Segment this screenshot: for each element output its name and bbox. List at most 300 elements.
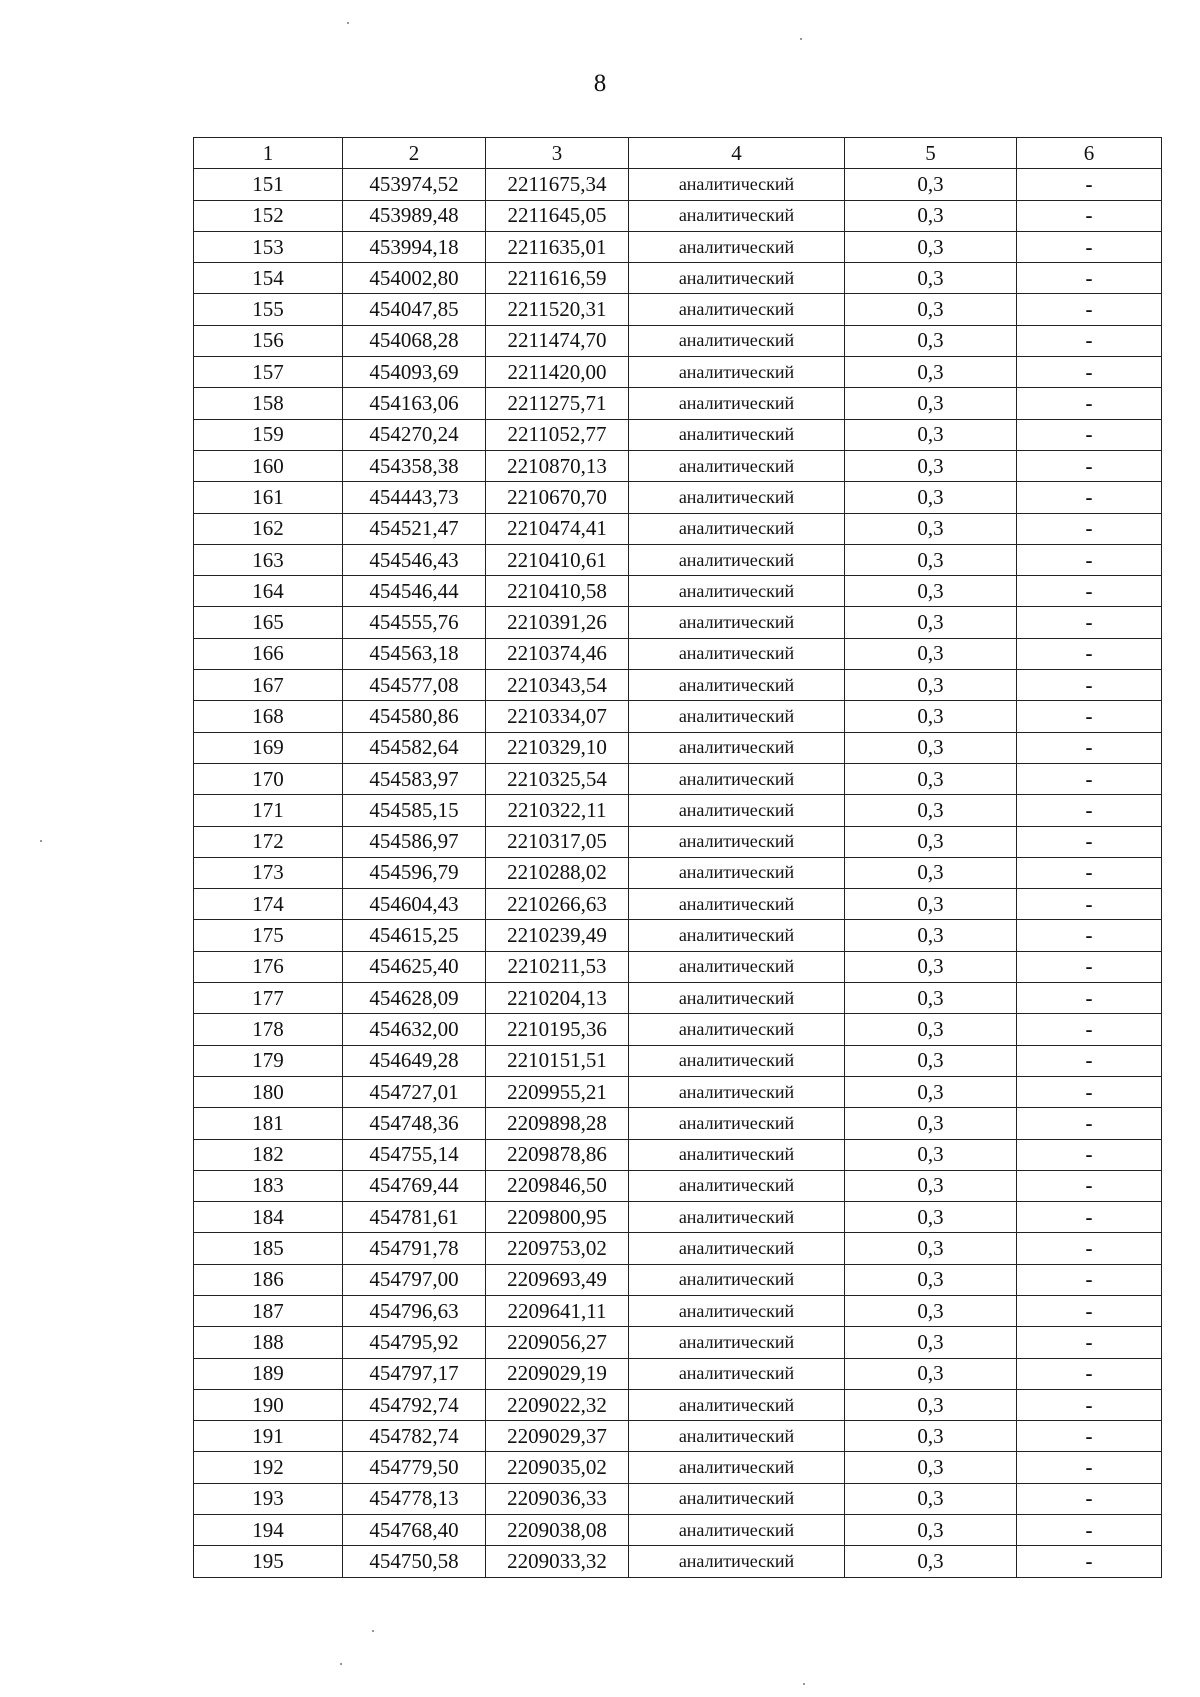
point-number-cell: 177 xyxy=(194,983,343,1014)
x-coordinate-cell: 453989,48 xyxy=(343,200,486,231)
table-row xyxy=(194,1045,1162,1076)
table-row xyxy=(194,357,1162,388)
note-cell: - xyxy=(1017,482,1162,513)
y-coordinate-cell: 2211635,01 xyxy=(486,231,629,262)
note-cell: - xyxy=(1017,983,1162,1014)
x-coordinate-cell: 453994,18 xyxy=(343,231,486,262)
y-coordinate-cell: 2211616,59 xyxy=(486,263,629,294)
accuracy-cell: 0,3 xyxy=(845,450,1017,481)
table-row xyxy=(194,638,1162,669)
accuracy-cell: 0,3 xyxy=(845,576,1017,607)
accuracy-cell: 0,3 xyxy=(845,1421,1017,1452)
accuracy-cell: 0,3 xyxy=(845,1483,1017,1514)
point-number-cell: 181 xyxy=(194,1108,343,1139)
x-coordinate-cell: 454649,28 xyxy=(343,1045,486,1076)
method-cell: аналитический xyxy=(629,231,845,262)
point-number-cell: 157 xyxy=(194,357,343,388)
point-number-cell: 191 xyxy=(194,1421,343,1452)
table-row xyxy=(194,513,1162,544)
accuracy-cell: 0,3 xyxy=(845,1546,1017,1577)
note-cell: - xyxy=(1017,889,1162,920)
note-cell: - xyxy=(1017,826,1162,857)
x-coordinate-cell: 454002,80 xyxy=(343,263,486,294)
point-number-cell: 158 xyxy=(194,388,343,419)
x-coordinate-cell: 454791,78 xyxy=(343,1233,486,1264)
note-cell: - xyxy=(1017,200,1162,231)
accuracy-cell: 0,3 xyxy=(845,1139,1017,1170)
y-coordinate-cell: 2210204,13 xyxy=(486,983,629,1014)
point-number-cell: 173 xyxy=(194,857,343,888)
method-cell: аналитический xyxy=(629,1045,845,1076)
scan-speck xyxy=(800,38,802,40)
x-coordinate-cell: 454580,86 xyxy=(343,701,486,732)
point-number-cell: 175 xyxy=(194,920,343,951)
method-cell: аналитический xyxy=(629,983,845,1014)
table-row xyxy=(194,732,1162,763)
note-cell: - xyxy=(1017,1327,1162,1358)
method-cell: аналитический xyxy=(629,1483,845,1514)
note-cell: - xyxy=(1017,1108,1162,1139)
table-row xyxy=(194,294,1162,325)
method-cell: аналитический xyxy=(629,325,845,356)
table-row xyxy=(194,263,1162,294)
y-coordinate-cell: 2211052,77 xyxy=(486,419,629,450)
table-row xyxy=(194,1515,1162,1546)
y-coordinate-cell: 2209033,32 xyxy=(486,1546,629,1577)
table-row xyxy=(194,983,1162,1014)
accuracy-cell: 0,3 xyxy=(845,763,1017,794)
y-coordinate-cell: 2210151,51 xyxy=(486,1045,629,1076)
table-row xyxy=(194,670,1162,701)
method-cell: аналитический xyxy=(629,826,845,857)
y-coordinate-cell: 2209036,33 xyxy=(486,1483,629,1514)
column-header-4: 4 xyxy=(629,138,845,169)
accuracy-cell: 0,3 xyxy=(845,983,1017,1014)
y-coordinate-cell: 2211645,05 xyxy=(486,200,629,231)
x-coordinate-cell: 454797,00 xyxy=(343,1264,486,1295)
accuracy-cell: 0,3 xyxy=(845,325,1017,356)
scan-speck xyxy=(340,1663,342,1665)
table-row xyxy=(194,169,1162,200)
y-coordinate-cell: 2211675,34 xyxy=(486,169,629,200)
y-coordinate-cell: 2210670,70 xyxy=(486,482,629,513)
x-coordinate-cell: 454779,50 xyxy=(343,1452,486,1483)
x-coordinate-cell: 454093,69 xyxy=(343,357,486,388)
point-number-cell: 159 xyxy=(194,419,343,450)
table-row xyxy=(194,1139,1162,1170)
scan-speck xyxy=(803,1683,805,1685)
accuracy-cell: 0,3 xyxy=(845,1202,1017,1233)
note-cell: - xyxy=(1017,231,1162,262)
method-cell: аналитический xyxy=(629,419,845,450)
method-cell: аналитический xyxy=(629,482,845,513)
x-coordinate-cell: 453974,52 xyxy=(343,169,486,200)
point-number-cell: 189 xyxy=(194,1358,343,1389)
y-coordinate-cell: 2209022,32 xyxy=(486,1389,629,1420)
y-coordinate-cell: 2211520,31 xyxy=(486,294,629,325)
method-cell: аналитический xyxy=(629,544,845,575)
method-cell: аналитический xyxy=(629,513,845,544)
y-coordinate-cell: 2210288,02 xyxy=(486,857,629,888)
y-coordinate-cell: 2210325,54 xyxy=(486,763,629,794)
y-coordinate-cell: 2209955,21 xyxy=(486,1076,629,1107)
note-cell: - xyxy=(1017,670,1162,701)
note-cell: - xyxy=(1017,1295,1162,1326)
accuracy-cell: 0,3 xyxy=(845,1452,1017,1483)
x-coordinate-cell: 454358,38 xyxy=(343,450,486,481)
table-row xyxy=(194,826,1162,857)
scan-speck xyxy=(40,840,42,842)
method-cell: аналитический xyxy=(629,1515,845,1546)
y-coordinate-cell: 2210474,41 xyxy=(486,513,629,544)
x-coordinate-cell: 454443,73 xyxy=(343,482,486,513)
column-header-2: 2 xyxy=(343,138,486,169)
point-number-cell: 172 xyxy=(194,826,343,857)
y-coordinate-cell: 2209898,28 xyxy=(486,1108,629,1139)
x-coordinate-cell: 454628,09 xyxy=(343,983,486,1014)
method-cell: аналитический xyxy=(629,1233,845,1264)
point-number-cell: 182 xyxy=(194,1139,343,1170)
x-coordinate-cell: 454755,14 xyxy=(343,1139,486,1170)
note-cell: - xyxy=(1017,857,1162,888)
x-coordinate-cell: 454797,17 xyxy=(343,1358,486,1389)
note-cell: - xyxy=(1017,763,1162,794)
accuracy-cell: 0,3 xyxy=(845,482,1017,513)
point-number-cell: 160 xyxy=(194,450,343,481)
x-coordinate-cell: 454727,01 xyxy=(343,1076,486,1107)
x-coordinate-cell: 454768,40 xyxy=(343,1515,486,1546)
accuracy-cell: 0,3 xyxy=(845,1327,1017,1358)
point-number-cell: 162 xyxy=(194,513,343,544)
accuracy-cell: 0,3 xyxy=(845,1076,1017,1107)
coordinates-table xyxy=(193,137,1162,1578)
note-cell: - xyxy=(1017,1389,1162,1420)
table-row xyxy=(194,419,1162,450)
accuracy-cell: 0,3 xyxy=(845,294,1017,325)
accuracy-cell: 0,3 xyxy=(845,857,1017,888)
point-number-cell: 166 xyxy=(194,638,343,669)
table-row xyxy=(194,576,1162,607)
x-coordinate-cell: 454546,44 xyxy=(343,576,486,607)
y-coordinate-cell: 2211275,71 xyxy=(486,388,629,419)
x-coordinate-cell: 454585,15 xyxy=(343,795,486,826)
method-cell: аналитический xyxy=(629,1139,845,1170)
point-number-cell: 188 xyxy=(194,1327,343,1358)
note-cell: - xyxy=(1017,576,1162,607)
note-cell: - xyxy=(1017,1358,1162,1389)
note-cell: - xyxy=(1017,1233,1162,1264)
y-coordinate-cell: 2210374,46 xyxy=(486,638,629,669)
table-row xyxy=(194,1108,1162,1139)
note-cell: - xyxy=(1017,607,1162,638)
x-coordinate-cell: 454792,74 xyxy=(343,1389,486,1420)
point-number-cell: 183 xyxy=(194,1170,343,1201)
point-number-cell: 171 xyxy=(194,795,343,826)
x-coordinate-cell: 454586,97 xyxy=(343,826,486,857)
point-number-cell: 184 xyxy=(194,1202,343,1233)
note-cell: - xyxy=(1017,513,1162,544)
table-row xyxy=(194,1452,1162,1483)
accuracy-cell: 0,3 xyxy=(845,1515,1017,1546)
accuracy-cell: 0,3 xyxy=(845,1389,1017,1420)
note-cell: - xyxy=(1017,951,1162,982)
accuracy-cell: 0,3 xyxy=(845,1045,1017,1076)
table-row xyxy=(194,231,1162,262)
x-coordinate-cell: 454555,76 xyxy=(343,607,486,638)
method-cell: аналитический xyxy=(629,701,845,732)
method-cell: аналитический xyxy=(629,1108,845,1139)
table-row xyxy=(194,920,1162,951)
note-cell: - xyxy=(1017,294,1162,325)
x-coordinate-cell: 454270,24 xyxy=(343,419,486,450)
y-coordinate-cell: 2209753,02 xyxy=(486,1233,629,1264)
point-number-cell: 185 xyxy=(194,1233,343,1264)
y-coordinate-cell: 2210410,61 xyxy=(486,544,629,575)
x-coordinate-cell: 454604,43 xyxy=(343,889,486,920)
x-coordinate-cell: 454795,92 xyxy=(343,1327,486,1358)
accuracy-cell: 0,3 xyxy=(845,889,1017,920)
method-cell: аналитический xyxy=(629,951,845,982)
method-cell: аналитический xyxy=(629,357,845,388)
point-number-cell: 180 xyxy=(194,1076,343,1107)
note-cell: - xyxy=(1017,263,1162,294)
accuracy-cell: 0,3 xyxy=(845,544,1017,575)
point-number-cell: 165 xyxy=(194,607,343,638)
table-row xyxy=(194,701,1162,732)
note-cell: - xyxy=(1017,357,1162,388)
note-cell: - xyxy=(1017,732,1162,763)
accuracy-cell: 0,3 xyxy=(845,231,1017,262)
method-cell: аналитический xyxy=(629,1452,845,1483)
table-row xyxy=(194,1327,1162,1358)
point-number-cell: 153 xyxy=(194,231,343,262)
method-cell: аналитический xyxy=(629,576,845,607)
point-number-cell: 176 xyxy=(194,951,343,982)
accuracy-cell: 0,3 xyxy=(845,826,1017,857)
note-cell: - xyxy=(1017,1014,1162,1045)
point-number-cell: 168 xyxy=(194,701,343,732)
method-cell: аналитический xyxy=(629,1546,845,1577)
note-cell: - xyxy=(1017,325,1162,356)
table-row xyxy=(194,1233,1162,1264)
note-cell: - xyxy=(1017,1264,1162,1295)
y-coordinate-cell: 2210391,26 xyxy=(486,607,629,638)
note-cell: - xyxy=(1017,1452,1162,1483)
method-cell: аналитический xyxy=(629,1014,845,1045)
point-number-cell: 178 xyxy=(194,1014,343,1045)
accuracy-cell: 0,3 xyxy=(845,795,1017,826)
table-body xyxy=(194,169,1162,1577)
method-cell: аналитический xyxy=(629,1076,845,1107)
y-coordinate-cell: 2210334,07 xyxy=(486,701,629,732)
y-coordinate-cell: 2209846,50 xyxy=(486,1170,629,1201)
method-cell: аналитический xyxy=(629,1264,845,1295)
point-number-cell: 174 xyxy=(194,889,343,920)
x-coordinate-cell: 454748,36 xyxy=(343,1108,486,1139)
note-cell: - xyxy=(1017,1483,1162,1514)
scan-speck xyxy=(372,1630,374,1632)
table-row xyxy=(194,1483,1162,1514)
table-row xyxy=(194,795,1162,826)
method-cell: аналитический xyxy=(629,1295,845,1326)
accuracy-cell: 0,3 xyxy=(845,388,1017,419)
method-cell: аналитический xyxy=(629,1358,845,1389)
note-cell: - xyxy=(1017,1515,1162,1546)
table-row xyxy=(194,763,1162,794)
point-number-cell: 192 xyxy=(194,1452,343,1483)
table-row xyxy=(194,1202,1162,1233)
method-cell: аналитический xyxy=(629,1389,845,1420)
table-header-row xyxy=(194,138,1162,169)
note-cell: - xyxy=(1017,1076,1162,1107)
table-row xyxy=(194,607,1162,638)
x-coordinate-cell: 454750,58 xyxy=(343,1546,486,1577)
point-number-cell: 155 xyxy=(194,294,343,325)
y-coordinate-cell: 2209029,19 xyxy=(486,1358,629,1389)
table-row xyxy=(194,1170,1162,1201)
y-coordinate-cell: 2209035,02 xyxy=(486,1452,629,1483)
note-cell: - xyxy=(1017,1170,1162,1201)
y-coordinate-cell: 2209693,49 xyxy=(486,1264,629,1295)
note-cell: - xyxy=(1017,795,1162,826)
method-cell: аналитический xyxy=(629,169,845,200)
y-coordinate-cell: 2210239,49 xyxy=(486,920,629,951)
accuracy-cell: 0,3 xyxy=(845,1170,1017,1201)
point-number-cell: 161 xyxy=(194,482,343,513)
table-row xyxy=(194,325,1162,356)
point-number-cell: 179 xyxy=(194,1045,343,1076)
y-coordinate-cell: 2211420,00 xyxy=(486,357,629,388)
y-coordinate-cell: 2210266,63 xyxy=(486,889,629,920)
note-cell: - xyxy=(1017,1139,1162,1170)
method-cell: аналитический xyxy=(629,607,845,638)
table-row xyxy=(194,1076,1162,1107)
accuracy-cell: 0,3 xyxy=(845,951,1017,982)
y-coordinate-cell: 2210410,58 xyxy=(486,576,629,607)
x-coordinate-cell: 454583,97 xyxy=(343,763,486,794)
point-number-cell: 156 xyxy=(194,325,343,356)
y-coordinate-cell: 2210317,05 xyxy=(486,826,629,857)
accuracy-cell: 0,3 xyxy=(845,638,1017,669)
point-number-cell: 163 xyxy=(194,544,343,575)
accuracy-cell: 0,3 xyxy=(845,513,1017,544)
x-coordinate-cell: 454563,18 xyxy=(343,638,486,669)
table-row xyxy=(194,1546,1162,1577)
accuracy-cell: 0,3 xyxy=(845,1358,1017,1389)
accuracy-cell: 0,3 xyxy=(845,357,1017,388)
accuracy-cell: 0,3 xyxy=(845,607,1017,638)
method-cell: аналитический xyxy=(629,450,845,481)
table-row xyxy=(194,1014,1162,1045)
note-cell: - xyxy=(1017,450,1162,481)
table-row xyxy=(194,857,1162,888)
x-coordinate-cell: 454778,13 xyxy=(343,1483,486,1514)
point-number-cell: 164 xyxy=(194,576,343,607)
note-cell: - xyxy=(1017,419,1162,450)
table-row xyxy=(194,1421,1162,1452)
y-coordinate-cell: 2210322,11 xyxy=(486,795,629,826)
scan-speck xyxy=(347,22,349,24)
page-number: 8 xyxy=(593,70,607,97)
method-cell: аналитический xyxy=(629,763,845,794)
point-number-cell: 195 xyxy=(194,1546,343,1577)
x-coordinate-cell: 454546,43 xyxy=(343,544,486,575)
point-number-cell: 186 xyxy=(194,1264,343,1295)
column-header-5: 5 xyxy=(845,138,1017,169)
y-coordinate-cell: 2210343,54 xyxy=(486,670,629,701)
y-coordinate-cell: 2209878,86 xyxy=(486,1139,629,1170)
method-cell: аналитический xyxy=(629,857,845,888)
table-row xyxy=(194,1295,1162,1326)
point-number-cell: 169 xyxy=(194,732,343,763)
x-coordinate-cell: 454047,85 xyxy=(343,294,486,325)
x-coordinate-cell: 454163,06 xyxy=(343,388,486,419)
point-number-cell: 187 xyxy=(194,1295,343,1326)
note-cell: - xyxy=(1017,544,1162,575)
method-cell: аналитический xyxy=(629,795,845,826)
table-row xyxy=(194,1358,1162,1389)
y-coordinate-cell: 2210870,13 xyxy=(486,450,629,481)
x-coordinate-cell: 454781,61 xyxy=(343,1202,486,1233)
x-coordinate-cell: 454068,28 xyxy=(343,325,486,356)
y-coordinate-cell: 2209800,95 xyxy=(486,1202,629,1233)
note-cell: - xyxy=(1017,1202,1162,1233)
method-cell: аналитический xyxy=(629,1421,845,1452)
point-number-cell: 154 xyxy=(194,263,343,294)
note-cell: - xyxy=(1017,1045,1162,1076)
table-row xyxy=(194,1389,1162,1420)
x-coordinate-cell: 454582,64 xyxy=(343,732,486,763)
column-header-3: 3 xyxy=(486,138,629,169)
accuracy-cell: 0,3 xyxy=(845,1264,1017,1295)
x-coordinate-cell: 454796,63 xyxy=(343,1295,486,1326)
method-cell: аналитический xyxy=(629,638,845,669)
note-cell: - xyxy=(1017,1421,1162,1452)
table-row xyxy=(194,889,1162,920)
y-coordinate-cell: 2210329,10 xyxy=(486,732,629,763)
x-coordinate-cell: 454521,47 xyxy=(343,513,486,544)
method-cell: аналитический xyxy=(629,920,845,951)
y-coordinate-cell: 2210195,36 xyxy=(486,1014,629,1045)
column-header-6: 6 xyxy=(1017,138,1162,169)
accuracy-cell: 0,3 xyxy=(845,169,1017,200)
accuracy-cell: 0,3 xyxy=(845,200,1017,231)
note-cell: - xyxy=(1017,920,1162,951)
note-cell: - xyxy=(1017,169,1162,200)
point-number-cell: 167 xyxy=(194,670,343,701)
accuracy-cell: 0,3 xyxy=(845,263,1017,294)
x-coordinate-cell: 454782,74 xyxy=(343,1421,486,1452)
method-cell: аналитический xyxy=(629,263,845,294)
method-cell: аналитический xyxy=(629,294,845,325)
table-row xyxy=(194,200,1162,231)
x-coordinate-cell: 454769,44 xyxy=(343,1170,486,1201)
method-cell: аналитический xyxy=(629,670,845,701)
accuracy-cell: 0,3 xyxy=(845,1295,1017,1326)
accuracy-cell: 0,3 xyxy=(845,920,1017,951)
column-header-1: 1 xyxy=(194,138,343,169)
accuracy-cell: 0,3 xyxy=(845,1014,1017,1045)
table-row xyxy=(194,388,1162,419)
table-row xyxy=(194,1264,1162,1295)
note-cell: - xyxy=(1017,701,1162,732)
point-number-cell: 190 xyxy=(194,1389,343,1420)
x-coordinate-cell: 454577,08 xyxy=(343,670,486,701)
method-cell: аналитический xyxy=(629,732,845,763)
table-row xyxy=(194,482,1162,513)
table-row xyxy=(194,951,1162,982)
point-number-cell: 152 xyxy=(194,200,343,231)
